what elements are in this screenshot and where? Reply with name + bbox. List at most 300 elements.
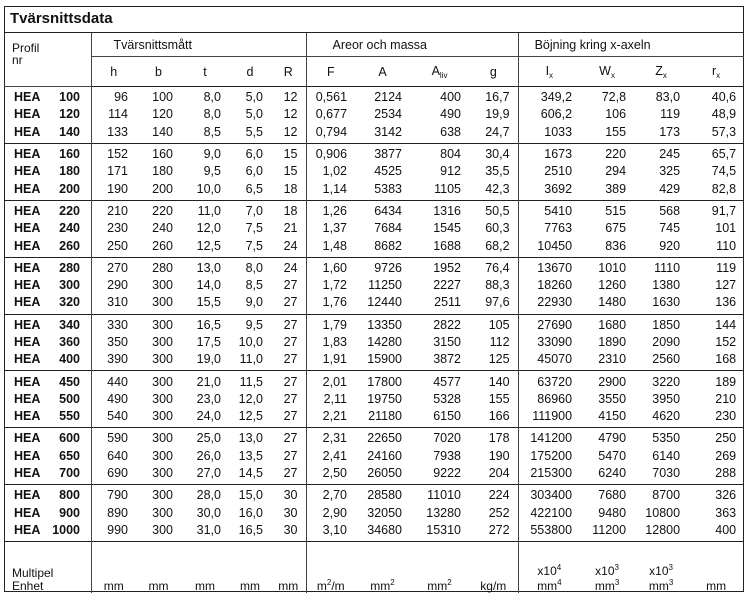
table-row	[4, 391, 744, 408]
profile-name-cell	[4, 314, 91, 334]
col-header-b: b	[136, 57, 181, 87]
cell-Ix: 606,2	[540, 107, 573, 122]
cell-b: 300	[152, 352, 173, 367]
profile-series: HEA	[14, 374, 41, 389]
cell-d: 14,5	[238, 466, 263, 481]
cell-F: 0,794	[315, 124, 348, 139]
cell-d: 13,0	[238, 431, 263, 446]
profile-series: HEA	[14, 260, 41, 275]
cell-F: 1,83	[322, 335, 348, 349]
profile-number: 160	[59, 147, 80, 162]
profile-name-cell	[4, 448, 91, 465]
cell-R: 24	[271, 237, 306, 257]
cell-Aliv: 7020	[433, 431, 462, 446]
cell-F: 2,50	[322, 466, 348, 481]
cell-F: 2,01	[322, 374, 348, 389]
profile-series: HEA	[14, 90, 41, 105]
cell-h: 350	[107, 335, 128, 349]
profile-group	[4, 257, 744, 314]
profile-name-cell	[4, 200, 91, 220]
table-row	[4, 351, 744, 371]
cell-rx: 110	[716, 238, 737, 253]
cell-Ix: 22930	[537, 295, 573, 310]
table-row	[4, 485, 744, 505]
cell-b: 260	[152, 238, 173, 253]
cell-A: 17800	[367, 374, 403, 389]
table-row	[4, 277, 744, 294]
cell-Zx: 429	[659, 181, 681, 196]
profile-number: 650	[59, 448, 80, 463]
cell-Zx: 325	[659, 164, 681, 179]
profile-series: HEA	[14, 221, 41, 236]
cell-b: 100	[152, 90, 173, 105]
profile-name-cell	[4, 408, 91, 428]
group-header-bending: Böjning kring x-axeln	[518, 33, 744, 57]
cell-Wx: 389	[605, 181, 627, 196]
cell-h: 270	[107, 260, 128, 275]
cell-h: 790	[107, 488, 128, 503]
cell-g: 190	[469, 448, 518, 465]
cell-A: 14280	[367, 335, 403, 349]
cell-t: 30,0	[196, 505, 221, 520]
profile-series: HEA	[14, 107, 41, 122]
cell-d: 8,5	[245, 278, 263, 293]
cell-Aliv: 9222	[433, 466, 462, 481]
cell-Wx: 6240	[598, 466, 627, 481]
profile-series: HEA	[14, 203, 41, 218]
cell-A: 21180	[368, 409, 403, 424]
profile-name-cell	[4, 522, 91, 542]
cell-Zx: 8700	[652, 488, 681, 503]
table-row	[4, 163, 744, 180]
cell-Aliv: 5328	[433, 391, 462, 406]
profile-name-cell	[4, 106, 91, 123]
cell-g: 252	[469, 505, 518, 522]
profile-number: 240	[59, 221, 80, 236]
profile-number: 360	[59, 335, 80, 349]
cell-Ix: 303400	[530, 488, 573, 503]
profile-name-cell	[4, 180, 91, 200]
cell-rx: 152	[715, 335, 737, 349]
cell-Zx: 3220	[652, 374, 681, 389]
profile-number: 100	[59, 90, 80, 105]
profile-series: HEA	[14, 522, 41, 537]
cell-Aliv: 490	[440, 107, 462, 122]
cell-g: 68,2	[469, 237, 518, 257]
cell-t: 9,0	[203, 147, 221, 162]
cell-Aliv: 7938	[433, 448, 462, 463]
cell-rx: 48,9	[711, 107, 737, 122]
cell-F: 2,21	[322, 409, 348, 424]
cell-Zx: 2090	[652, 335, 681, 349]
cell-Ix: 3692	[544, 181, 573, 196]
table-row	[4, 448, 744, 465]
cell-Wx: 1480	[598, 295, 627, 310]
cell-t: 25,0	[196, 431, 221, 446]
cell-F: 2,90	[322, 505, 348, 520]
cell-Zx: 1630	[652, 295, 681, 310]
cell-rx: 136	[715, 295, 737, 310]
cell-rx: 269	[715, 448, 737, 463]
cell-d: 6,5	[245, 181, 263, 196]
profile-series: HEA	[14, 505, 41, 520]
cell-Aliv: 1952	[433, 260, 462, 275]
cell-F: 0,906	[315, 147, 348, 162]
cell-Zx: 5350	[652, 431, 681, 446]
cell-b: 240	[152, 221, 173, 236]
cell-rx: 119	[716, 260, 737, 275]
cell-b: 300	[152, 409, 173, 424]
cell-Zx: 173	[659, 124, 681, 139]
cell-g: 97,6	[469, 294, 518, 314]
cell-b: 140	[152, 124, 173, 139]
section-data-table	[4, 33, 744, 593]
cell-g: 105	[469, 314, 518, 334]
profile-header-line1: Profil	[12, 41, 40, 55]
cell-A: 13350	[367, 317, 403, 332]
cell-Wx: 675	[605, 221, 627, 236]
unit-Zx: $x10^3$ $mm^3$	[648, 563, 674, 594]
cell-t: 13,0	[196, 260, 221, 275]
cell-g: 204	[469, 465, 518, 485]
cell-t: 27,0	[196, 466, 221, 481]
profile-name-cell	[4, 163, 91, 180]
cell-Wx: 11200	[592, 522, 627, 537]
unit-F: $m^2/m$	[316, 578, 345, 594]
cell-t: 12,5	[196, 238, 221, 253]
unit-R: mm	[271, 542, 306, 594]
cell-g: 19,9	[469, 106, 518, 123]
cell-t: 11,0	[197, 203, 221, 218]
cell-Aliv: 912	[440, 164, 462, 179]
cell-F: 0,561	[315, 90, 348, 105]
cell-R: 30	[271, 505, 306, 522]
cell-h: 590	[107, 431, 128, 446]
unit-rx: mm	[706, 579, 727, 594]
cell-t: 12,0	[196, 221, 221, 236]
table-row	[4, 220, 744, 237]
cell-R: 27	[271, 448, 306, 465]
cell-g: 166	[469, 408, 518, 428]
cell-g: 112	[469, 334, 518, 351]
cell-b: 300	[152, 374, 173, 389]
cell-A: 11250	[368, 278, 403, 293]
cell-h: 640	[107, 448, 128, 463]
profile-group	[4, 200, 744, 257]
cell-h: 250	[107, 238, 128, 253]
cell-Ix: 5410	[544, 203, 573, 218]
profile-series: HEA	[14, 391, 41, 406]
cell-rx: 144	[715, 317, 737, 332]
cell-rx: 82,8	[711, 181, 737, 196]
cell-h: 114	[108, 107, 128, 122]
cell-b: 300	[152, 466, 173, 481]
profile-number: 900	[59, 505, 80, 520]
cell-g: 35,5	[469, 163, 518, 180]
cell-g: 42,3	[469, 180, 518, 200]
col-header-R: R	[271, 57, 306, 87]
unit-Wx: $x10^3$ $mm^3$	[594, 563, 620, 594]
profile-series: HEA	[14, 164, 41, 179]
cell-b: 300	[152, 391, 173, 406]
profile-number: 550	[59, 409, 80, 424]
cell-Ix: 86960	[537, 391, 573, 406]
cell-rx: 230	[715, 409, 737, 424]
cell-rx: 189	[715, 374, 737, 389]
cell-Zx: 6140	[652, 448, 681, 463]
cell-g: 50,5	[469, 200, 518, 220]
cell-R: 30	[271, 522, 306, 542]
cell-Aliv: 1105	[434, 181, 462, 196]
cell-rx: 127	[715, 278, 737, 293]
cell-Ix: 2510	[544, 164, 573, 179]
cell-Ix: 175200	[530, 448, 573, 463]
cell-Wx: 220	[605, 147, 627, 162]
cell-d: 11,5	[239, 374, 263, 389]
cell-R: 27	[271, 408, 306, 428]
profile-number: 120	[59, 107, 80, 122]
unit-Aliv: $mm^2$	[427, 578, 452, 594]
cell-t: 23,0	[196, 391, 221, 406]
cell-t: 8,5	[203, 124, 221, 139]
profile-name-cell	[4, 465, 91, 485]
profile-number: 180	[59, 164, 80, 179]
cell-R: 12	[271, 106, 306, 123]
cell-A: 5383	[374, 181, 403, 196]
profile-group	[4, 87, 744, 144]
cell-A: 2124	[374, 90, 403, 105]
cell-Ix: 45070	[537, 352, 573, 367]
profile-name-cell	[4, 294, 91, 314]
cell-Zx: 2560	[652, 352, 681, 367]
cell-g: 155	[469, 391, 518, 408]
cell-R: 27	[271, 428, 306, 448]
cell-Zx: 745	[659, 221, 681, 236]
cell-g: 16,7	[469, 87, 518, 107]
cell-F: 1,48	[322, 238, 348, 253]
cell-R: 18	[271, 180, 306, 200]
cell-A: 34680	[367, 522, 403, 537]
unit-row-label	[4, 542, 91, 594]
profile-name-cell	[4, 257, 91, 277]
cell-Wx: 2900	[598, 374, 627, 389]
profile-group	[4, 371, 744, 428]
cell-b: 300	[152, 505, 173, 520]
cell-d: 16,5	[238, 522, 263, 537]
cell-rx: 168	[715, 352, 737, 367]
cell-g: 60,3	[469, 220, 518, 237]
cell-d: 6,0	[245, 164, 263, 179]
cell-Zx: 4620	[652, 409, 681, 424]
cell-A: 6434	[374, 203, 403, 218]
table-row	[4, 465, 744, 485]
cell-R: 27	[271, 314, 306, 334]
cell-Zx: 1110	[654, 260, 681, 275]
cell-Zx: 568	[659, 203, 681, 218]
col-header-Ix: $I_x$	[518, 57, 580, 87]
profile-series: HEA	[14, 238, 41, 253]
cell-t: 17,5	[196, 335, 221, 349]
cell-Wx: 1010	[598, 260, 627, 275]
cell-Wx: 3550	[598, 391, 627, 406]
cell-A: 9726	[374, 260, 403, 275]
col-header-F: F	[306, 57, 355, 87]
cell-d: 13,5	[238, 448, 263, 463]
cell-Wx: 5470	[598, 448, 627, 463]
profile-series: HEA	[14, 147, 41, 162]
profile-group	[4, 143, 744, 200]
unit-b: mm	[148, 579, 169, 594]
cell-b: 120	[152, 107, 173, 122]
cell-Ix: 215300	[530, 466, 573, 481]
cell-h: 133	[107, 124, 128, 139]
cell-R: 24	[271, 257, 306, 277]
cell-Aliv: 6150	[433, 409, 462, 424]
cell-Ix: 349,2	[540, 90, 573, 105]
cell-A: 4525	[374, 164, 403, 179]
cell-Aliv: 2511	[434, 295, 462, 310]
cell-rx: 326	[715, 488, 737, 503]
cell-b: 300	[152, 488, 173, 503]
cell-h: 96	[114, 90, 128, 105]
cell-rx: 74,5	[711, 164, 737, 179]
profile-number: 300	[59, 278, 80, 293]
cell-R: 18	[271, 200, 306, 220]
cell-Aliv: 1316	[433, 203, 462, 218]
profile-name-cell	[4, 485, 91, 505]
profile-number: 280	[59, 260, 80, 275]
profile-number: 200	[59, 181, 80, 196]
col-header-g: g	[469, 57, 518, 87]
cell-F: 1,37	[322, 221, 348, 236]
cell-Ix: 33090	[537, 335, 573, 349]
cell-Ix: 10450	[537, 238, 573, 253]
cell-F: 3,10	[322, 522, 348, 537]
cell-t: 24,0	[196, 409, 221, 424]
table-row	[4, 200, 744, 220]
cell-h: 440	[107, 374, 128, 389]
cell-Ix: 1033	[544, 124, 573, 139]
cell-Wx: 836	[605, 238, 627, 253]
profile-name-cell	[4, 220, 91, 237]
cell-Aliv: 804	[440, 147, 462, 162]
cell-Zx: 920	[659, 238, 681, 253]
cell-t: 19,0	[196, 352, 221, 367]
cell-R: 27	[271, 371, 306, 391]
cell-Zx: 7030	[652, 466, 681, 481]
cell-Zx: 119	[660, 107, 681, 122]
cell-R: 12	[271, 87, 306, 107]
cell-rx: 363	[715, 505, 737, 520]
cell-Wx: 4790	[598, 431, 627, 446]
col-header-Zx: $Z_x$	[634, 57, 688, 87]
cell-A: 19750	[367, 391, 403, 406]
cell-A: 8682	[374, 238, 403, 253]
cell-b: 300	[152, 278, 173, 293]
profile-header-line2: nr	[12, 53, 23, 67]
cell-R: 27	[271, 294, 306, 314]
table-row	[4, 294, 744, 314]
cell-rx: 288	[715, 466, 737, 481]
cell-Ix: 13670	[537, 260, 573, 275]
cell-Zx: 12800	[645, 522, 681, 537]
cell-g: 30,4	[469, 143, 518, 163]
cell-d: 7,5	[245, 238, 263, 253]
profile-number: 320	[59, 295, 80, 310]
profile-name-cell	[4, 143, 91, 163]
profile-number: 600	[59, 431, 80, 446]
col-header-d: d	[229, 57, 271, 87]
cell-rx: 65,7	[711, 147, 737, 162]
col-header-Aliv: $A_{liv}$	[410, 57, 469, 87]
cell-d: 7,0	[245, 203, 263, 218]
cell-d: 11,0	[239, 352, 263, 367]
cell-t: 26,0	[196, 448, 221, 463]
cell-Wx: 72,8	[601, 90, 627, 105]
table-row	[4, 428, 744, 448]
cell-Ix: 1673	[544, 147, 573, 162]
cell-A: 32050	[367, 505, 403, 520]
cell-F: 1,91	[322, 352, 348, 367]
cell-d: 12,5	[238, 409, 263, 424]
unit-A: $mm^2$	[370, 578, 395, 594]
cell-A: 2534	[374, 107, 403, 122]
cell-h: 310	[107, 295, 128, 310]
cell-rx: 57,3	[711, 124, 737, 139]
cell-Ix: 553800	[530, 522, 573, 537]
cell-t: 14,0	[196, 278, 221, 293]
cell-t: 10,0	[196, 181, 221, 196]
table-row	[4, 522, 744, 542]
table-row	[4, 124, 744, 144]
cell-R: 27	[271, 391, 306, 408]
cell-Aliv: 3150	[433, 335, 462, 349]
unit-t: mm	[195, 579, 215, 594]
cell-F: 1,60	[322, 260, 348, 275]
cell-t: 28,0	[196, 488, 221, 503]
table-row	[4, 106, 744, 123]
profile-number: 260	[59, 238, 80, 253]
unit-d: mm	[240, 579, 260, 594]
cell-h: 210	[107, 203, 128, 218]
table-row	[4, 505, 744, 522]
cell-t: 16,5	[196, 317, 221, 332]
cell-Wx: 1680	[598, 317, 627, 332]
profile-series: HEA	[14, 295, 41, 310]
table-row	[4, 87, 744, 107]
cell-h: 330	[107, 317, 128, 332]
cell-Wx: 294	[605, 164, 627, 179]
cell-Ix: 111900	[532, 409, 573, 424]
cell-Zx: 1850	[652, 317, 681, 332]
cell-Aliv: 638	[440, 124, 462, 139]
cell-g: 88,3	[469, 277, 518, 294]
cell-h: 230	[107, 221, 128, 236]
cell-b: 160	[152, 147, 173, 162]
profile-name-cell	[4, 505, 91, 522]
cell-Wx: 7680	[598, 488, 627, 503]
cell-rx: 101	[715, 221, 737, 236]
profile-number: 800	[59, 488, 80, 503]
cell-F: 1,72	[322, 278, 348, 293]
profile-number: 1000	[52, 522, 80, 537]
cell-d: 9,0	[245, 295, 263, 310]
cell-b: 300	[152, 431, 173, 446]
table-row	[4, 371, 744, 391]
cell-b: 300	[152, 317, 173, 332]
profile-series: HEA	[14, 181, 41, 196]
cell-Aliv: 2227	[433, 278, 462, 293]
